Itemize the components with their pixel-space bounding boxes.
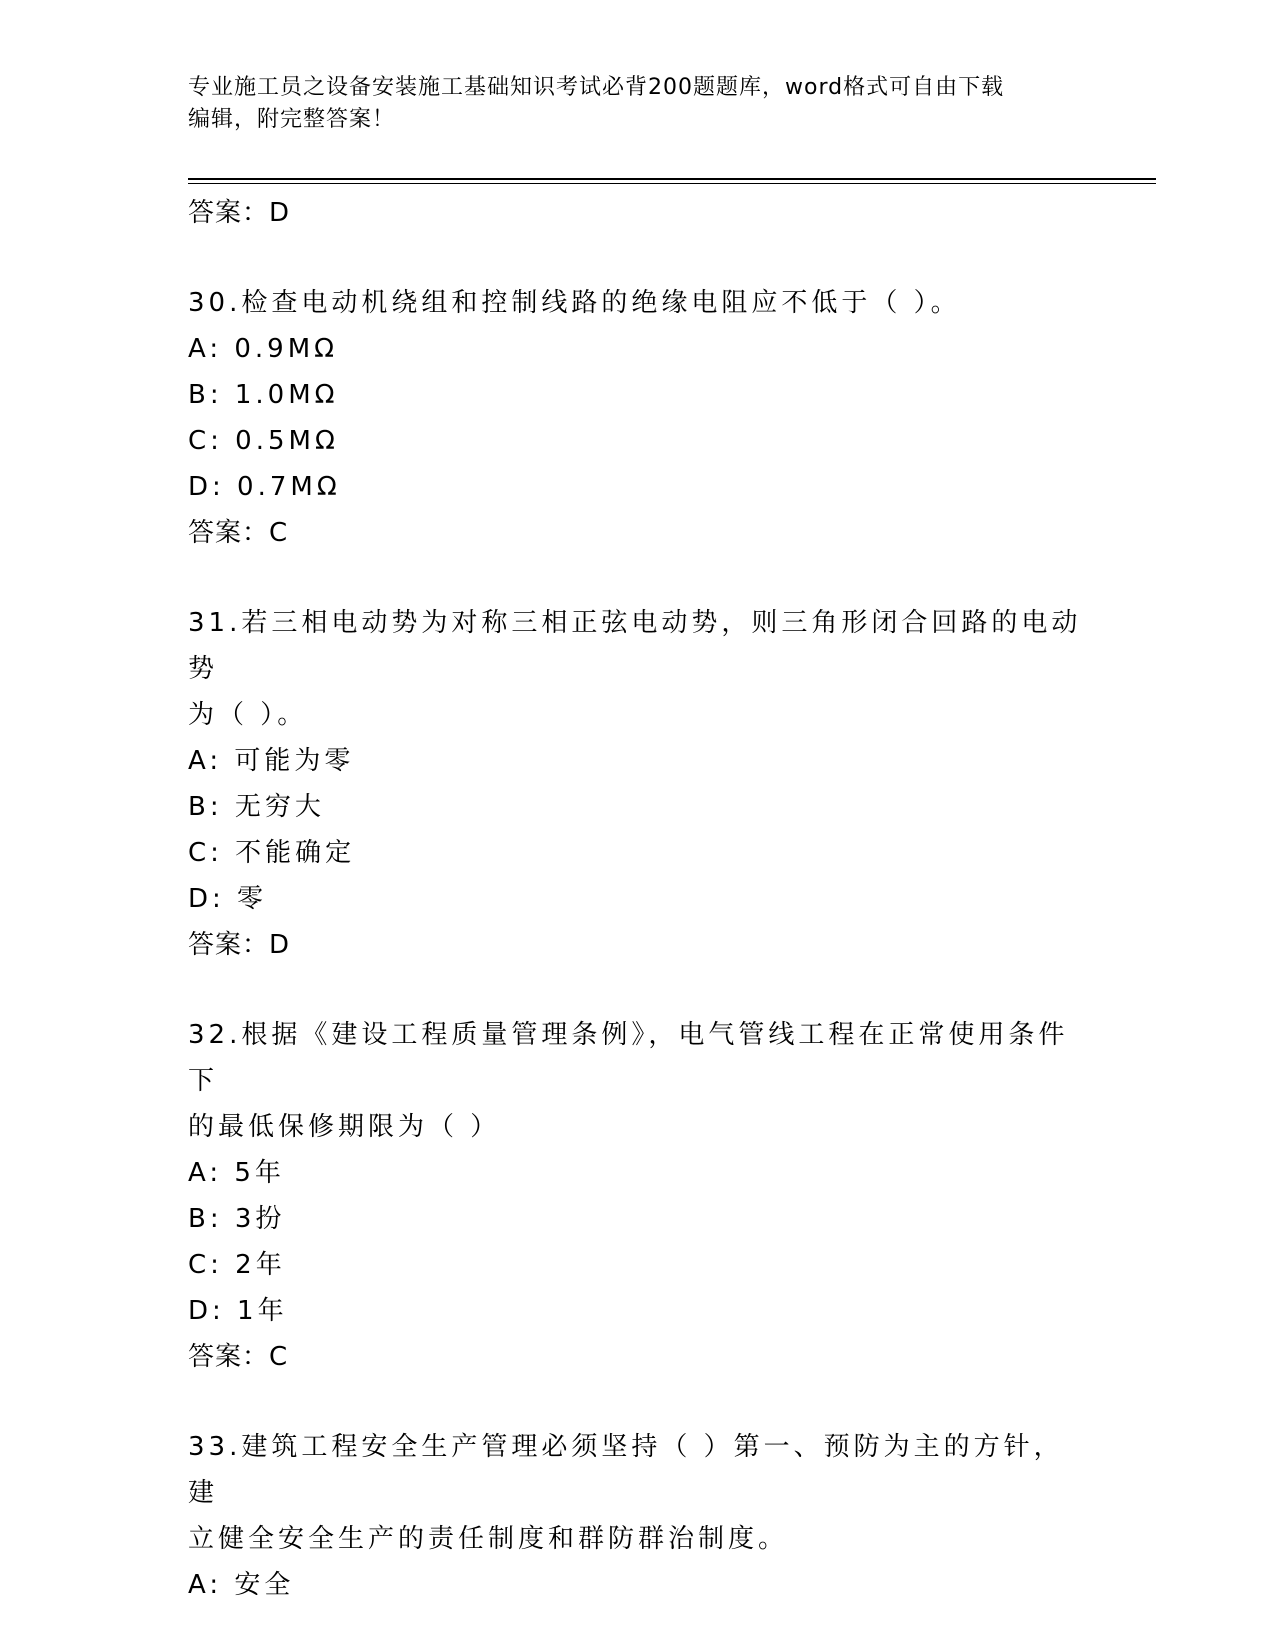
stem-line: 33.建筑工程安全生产管理必须坚持（ ）第一、预防为主的方针，建 (188, 1432, 1064, 1508)
question-stem (188, 1424, 1088, 1562)
option-d: D: 0.7MΩ (188, 472, 341, 502)
question-list (188, 190, 1088, 1608)
option-a: A: 安全 (188, 1570, 295, 1600)
option-d: D: 零 (188, 884, 268, 914)
question-stem (188, 280, 1088, 326)
previous-answer: 答案：D (188, 198, 291, 228)
question-30 (188, 280, 1088, 556)
question-stem (188, 1012, 1088, 1150)
answer: 答案：D (188, 930, 291, 960)
stem-line: 32.根据《建设工程质量管理条例》，电气管线工程在正常使用条件下 (188, 1020, 1069, 1096)
question-31 (188, 600, 1088, 968)
option-b: B: 1.0MΩ (188, 380, 339, 410)
option-b: B: 3扮 (188, 1204, 286, 1234)
stem-line: 立健全安全生产的责任制度和群防群治制度。 (188, 1524, 789, 1554)
option-c: C: 不能确定 (188, 838, 356, 868)
stem-line: 31.若三相电动势为对称三相正弦电动势，则三角形闭合回路的电动势 (188, 608, 1082, 684)
question-stem (188, 600, 1088, 738)
option-c: C: 0.5MΩ (188, 426, 339, 456)
header-line-2: 编辑，附完整答案！ (188, 107, 396, 132)
answer: 答案：C (188, 1342, 289, 1372)
header-rule-thin (188, 183, 1156, 184)
answer: 答案：C (188, 518, 289, 548)
header-rule-thick (188, 178, 1156, 180)
stem-line: 30.检查电动机绕组和控制线路的绝缘电阻应不低于（ ）。 (188, 288, 961, 318)
option-c: C: 2年 (188, 1250, 286, 1280)
option-a: A: 可能为零 (188, 746, 355, 776)
option-a: A: 0.9MΩ (188, 334, 339, 364)
stem-line: 为（ ）。 (188, 700, 308, 730)
option-b: B: 无穷大 (188, 792, 325, 822)
document-header (188, 72, 1088, 136)
question-32 (188, 1012, 1088, 1380)
stem-line: 的最低保修期限为（ ） (188, 1112, 501, 1142)
header-line-1: 专业施工员之设备安装施工基础知识考试必背200题题库，word格式可自由下载 (188, 75, 1005, 100)
question-33 (188, 1424, 1088, 1608)
option-a: A: 5年 (188, 1158, 285, 1188)
option-d: D: 1年 (188, 1296, 288, 1326)
